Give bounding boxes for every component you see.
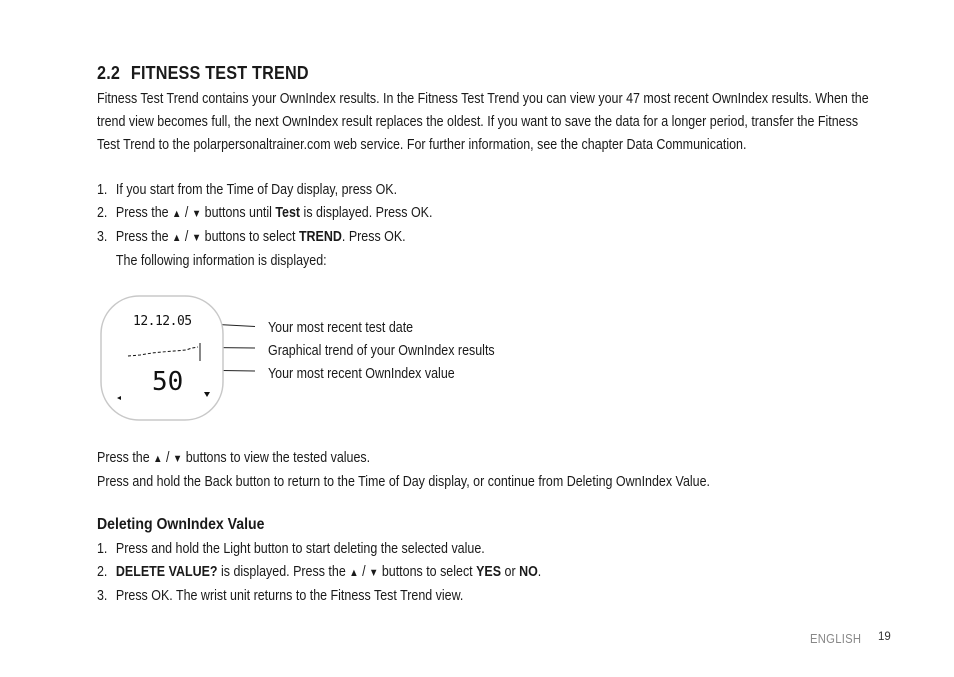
section-number: 2.2 [97, 63, 121, 83]
steps-list [97, 179, 881, 273]
up-arrow-icon: ▲ [172, 208, 182, 220]
step-text: or [501, 564, 520, 580]
step-2 [97, 202, 881, 226]
section-title [97, 62, 804, 84]
after-figure-text [97, 447, 881, 494]
step-number: 2. [97, 205, 108, 221]
display-date: 12.12.05 [133, 314, 192, 329]
footer-language: ENGLISH [810, 632, 862, 646]
up-arrow-icon: ▲ [172, 232, 182, 244]
intro-paragraph: Fitness Test Trend contains your OwnIndex results. In the Fitness Test Trend you can view your 47 most recent OwnIndex results. When the trend view becomes full, the next OwnIndex result replaces the oldest. If you want to save the data for a longer period, transfer the Fitness Test Trend to the polarpersonaltrainer.com web service. For further information, see the chapter Data Communication. [97, 91, 869, 153]
step-text: is displayed. Press OK. [300, 205, 433, 221]
page-number: 19 [878, 631, 891, 643]
step-text: . [537, 564, 542, 580]
down-arrow-icon: ▼ [191, 232, 202, 244]
callout-test-date: Your most recent test date [268, 320, 414, 336]
up-arrow-icon: ▲ [349, 567, 359, 579]
down-arrow-icon: ▼ [369, 567, 379, 579]
step-keyword: TREND [298, 229, 342, 245]
step-text: Press OK. The wrist unit returns to the Fitness Test Trend view. [115, 588, 464, 604]
line-text: buttons to view the tested values. [182, 450, 371, 466]
slash: / [181, 205, 192, 221]
display-value: 50 [152, 367, 184, 397]
step-number: 3. [97, 229, 108, 245]
deleting-heading: Deleting OwnIndex Value [97, 516, 265, 533]
step-keyword: DELETE VALUE? [115, 564, 218, 580]
callout-labels [268, 317, 532, 386]
delete-step-1 [97, 538, 881, 561]
step-keyword: Test [275, 205, 301, 221]
step-text: Press the [115, 205, 173, 221]
step-text: If you start from the Time of Day display, press OK. [115, 182, 398, 198]
step-text: Press the [115, 229, 173, 245]
step-text: buttons to select [201, 229, 299, 245]
up-arrow-icon: ▲ [153, 453, 163, 465]
step-1 [97, 179, 881, 202]
section-title-text: FITNESS TEST TREND [130, 63, 309, 83]
slash: / [358, 564, 370, 580]
callout-value: Your most recent OwnIndex value [268, 366, 455, 382]
step-number: 1. [97, 541, 108, 557]
step-number: 3. [97, 588, 108, 604]
callout-trend: Graphical trend of your OwnIndex results [268, 343, 495, 359]
step-keyword: NO [519, 564, 538, 580]
delete-step-3 [97, 585, 881, 608]
step-number: 2. [97, 564, 108, 580]
step-number: 1. [97, 182, 108, 198]
deleting-steps-list [97, 538, 881, 608]
step-text: Press and hold the Light button to start deleting the selected value. [115, 541, 485, 557]
slash: / [181, 229, 192, 245]
down-arrow-icon: ▼ [191, 208, 202, 220]
delete-step-2 [97, 561, 881, 585]
down-arrow-icon: ▼ [172, 453, 183, 465]
step-keyword: YES [476, 564, 502, 580]
view-values-line [97, 447, 881, 471]
step-text: . Press OK. [341, 229, 406, 245]
back-button-line: Press and hold the Back button to return to the Time of Day display, or continue from Deleting OwnIndex Value. [97, 474, 710, 490]
manual-page [97, 62, 882, 608]
step-text: buttons to select [378, 564, 477, 580]
line-text: Press the [97, 450, 154, 466]
step-note: The following information is displayed: [115, 253, 327, 269]
wrist-unit-display [100, 295, 224, 421]
slash: / [162, 450, 173, 466]
step-3 [97, 226, 881, 273]
watch-figure [97, 287, 882, 447]
step-text: buttons until [201, 205, 276, 221]
step-text: is displayed. Press the [217, 564, 350, 580]
